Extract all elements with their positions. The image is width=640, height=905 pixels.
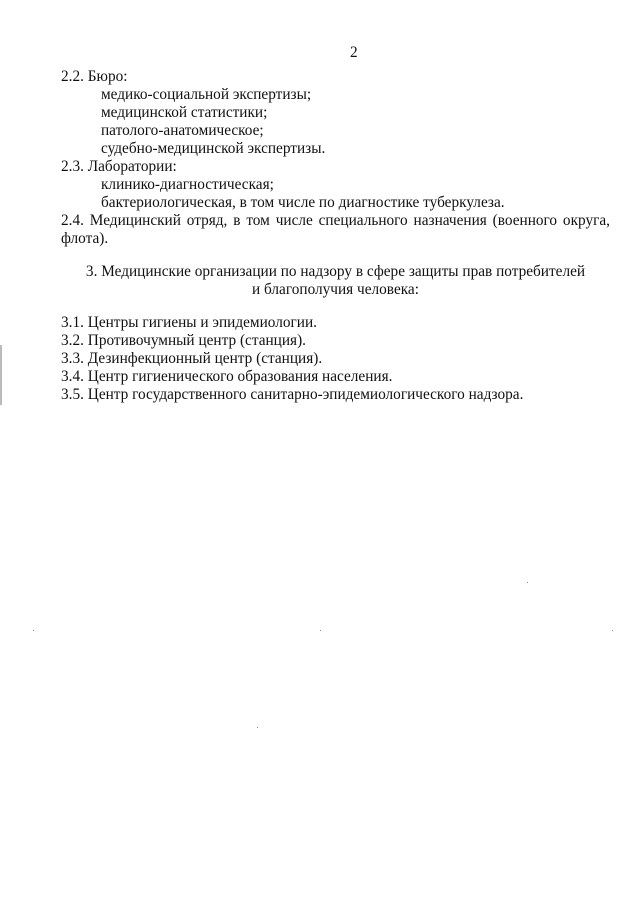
section-3-title-line-2: и благополучия человека: [252, 281, 419, 298]
scan-speck [33, 630, 34, 631]
section-3-item: 3.2. Противочумный центр (станция). [61, 332, 307, 349]
laboratories-item: клинико-диагностическая; [101, 176, 274, 193]
scan-speck [527, 582, 528, 583]
section-3-item: 3.1. Центры гигиены и эпидемиологии. [61, 314, 317, 331]
bureau-heading: 2.2. Бюро: [61, 68, 128, 85]
section-3-item: 3.5. Центр государственного санитарно-эпидемиологического надзора. [61, 386, 524, 403]
bureau-item: судебно-медицинской экспертизы. [101, 140, 326, 157]
section-3-item: 3.4. Центр гигиенического образования населения. [61, 368, 393, 385]
section-3-item: 3.3. Дезинфекционный центр (станция). [61, 350, 323, 367]
scan-speck [257, 727, 258, 728]
scan-edge-mark [0, 345, 2, 405]
bureau-item: патолого-анатомическое; [101, 122, 264, 139]
laboratories-item: бактериологическая, в том числе по диагностике туберкулеза. [101, 194, 505, 211]
page-number: 2 [350, 44, 358, 61]
bureau-item: медицинской статистики; [101, 104, 268, 121]
bureau-item: медико-социальной экспертизы; [101, 86, 312, 103]
medical-unit-line-1: 2.4. Медицинский отряд, в том числе специального назначения (военного округа, [61, 212, 610, 229]
section-3-title-line-1: 3. Медицинские организации по надзору в сфере защиты прав потребителей [85, 263, 586, 280]
scan-speck [612, 630, 613, 631]
medical-unit-line-2: флота). [61, 230, 109, 247]
laboratories-heading: 2.3. Лаборатории: [61, 158, 177, 175]
scan-speck [320, 630, 321, 631]
